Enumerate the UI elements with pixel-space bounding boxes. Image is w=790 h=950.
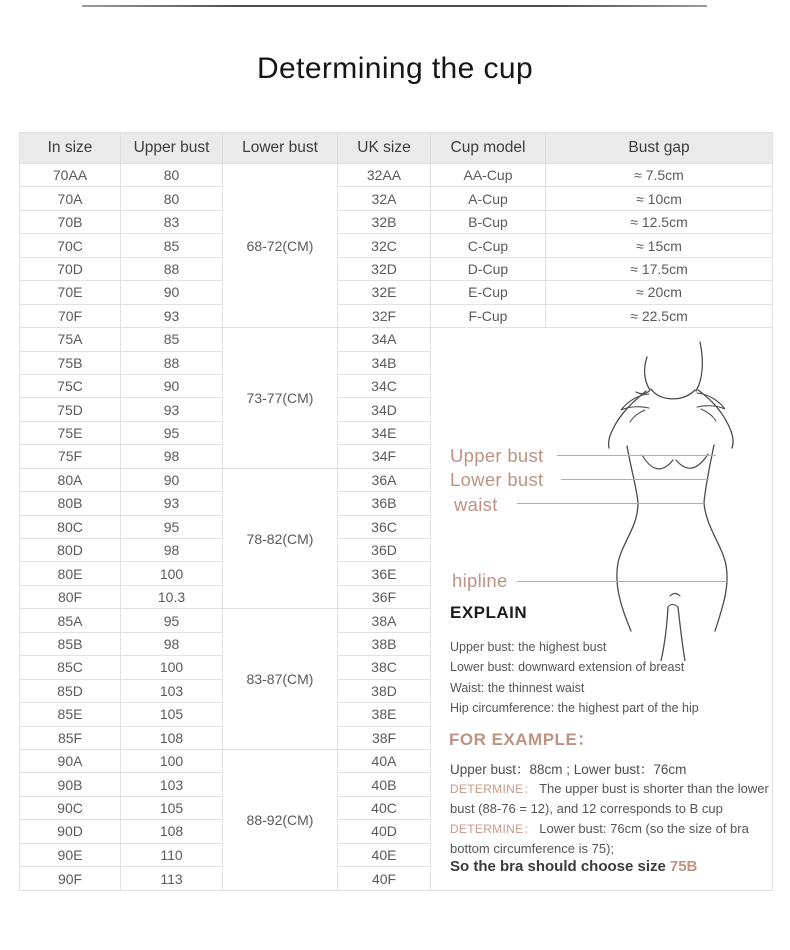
- cell-uk-size: 34B: [338, 351, 431, 374]
- cell-in-size: 70B: [20, 210, 121, 233]
- cell-uk-size: 34C: [338, 374, 431, 397]
- table-row: [20, 281, 773, 304]
- explain-line-upper-bust: Upper bust: the highest bust: [450, 640, 607, 654]
- cell-in-size: 90B: [20, 773, 121, 796]
- cell-in-size: 80D: [20, 539, 121, 562]
- cell-in-size: 80F: [20, 585, 121, 608]
- for-example-title: FOR EXAMPLE：: [449, 730, 595, 749]
- cell-bust-gap: ≈ 17.5cm: [546, 257, 773, 280]
- cell-bust-gap: ≈ 15cm: [546, 234, 773, 257]
- cell-cup-model: B-Cup: [431, 210, 546, 233]
- conclusion-line: [450, 858, 697, 875]
- cell-upper-bust: 95: [121, 609, 223, 632]
- cell-in-size: 85B: [20, 632, 121, 655]
- cell-lower-bust-range: 83-87(CM): [223, 609, 338, 750]
- cell-cup-model: D-Cup: [431, 257, 546, 280]
- explain-line-waist: Waist: the thinnest waist: [450, 680, 585, 695]
- cell-uk-size: 32C: [338, 234, 431, 257]
- cell-upper-bust: 108: [121, 726, 223, 749]
- explain-title: EXPLAIN: [450, 603, 528, 622]
- cell-uk-size: 38E: [338, 703, 431, 726]
- cell-uk-size: 32F: [338, 304, 431, 327]
- table-row: [20, 187, 773, 210]
- cell-upper-bust: 80: [121, 187, 223, 210]
- lower-bust-label: Lower bust: [450, 469, 544, 490]
- cell-uk-size: 38A: [338, 609, 431, 632]
- cell-in-size: 85A: [20, 609, 121, 632]
- cell-upper-bust: 88: [121, 257, 223, 280]
- cell-uk-size: 34E: [338, 421, 431, 444]
- size-table-header: [20, 133, 773, 164]
- cell-in-size: 85E: [20, 703, 121, 726]
- hipline-label: hipline: [452, 570, 508, 591]
- cell-upper-bust: 80: [121, 164, 223, 187]
- cell-upper-bust: 113: [121, 867, 223, 891]
- page-title: Determining the cup: [256, 52, 534, 85]
- cell-in-size: 70E: [20, 281, 121, 304]
- waist-label: waist: [454, 494, 498, 515]
- figure-area: [430, 331, 772, 888]
- cell-upper-bust: 93: [121, 492, 223, 515]
- cell-bust-gap: ≈ 10cm: [546, 187, 773, 210]
- cell-bust-gap: ≈ 22.5cm: [546, 304, 773, 327]
- table-row: [20, 210, 773, 233]
- cell-uk-size: 36B: [338, 492, 431, 515]
- cell-lower-bust-range: 73-77(CM): [223, 328, 338, 469]
- header-bust-gap: Bust gap: [546, 133, 773, 164]
- cell-uk-size: 32E: [338, 281, 431, 304]
- cell-upper-bust: 93: [121, 304, 223, 327]
- cell-upper-bust: 95: [121, 421, 223, 444]
- cell-upper-bust: 90: [121, 281, 223, 304]
- cell-upper-bust: 105: [121, 796, 223, 819]
- cell-upper-bust: 100: [121, 562, 223, 585]
- cell-uk-size: 36A: [338, 468, 431, 491]
- determine-label: DETERMINE：: [450, 782, 536, 796]
- cell-upper-bust: 85: [121, 234, 223, 257]
- cell-upper-bust: 98: [121, 445, 223, 468]
- header-upper-bust: Upper bust: [121, 133, 223, 164]
- cell-in-size: 80C: [20, 515, 121, 538]
- cell-in-size: 75D: [20, 398, 121, 421]
- cell-upper-bust: 95: [121, 515, 223, 538]
- cell-upper-bust: 98: [121, 632, 223, 655]
- cell-in-size: 85D: [20, 679, 121, 702]
- cell-in-size: 90C: [20, 796, 121, 819]
- header-uk-size: UK size: [338, 133, 431, 164]
- cell-uk-size: 36C: [338, 515, 431, 538]
- explain-lines: [450, 637, 699, 719]
- cell-upper-bust: 90: [121, 374, 223, 397]
- table-row: [20, 164, 773, 187]
- cell-uk-size: 40B: [338, 773, 431, 796]
- cell-upper-bust: 100: [121, 749, 223, 772]
- determine-paragraph-band: [450, 819, 750, 859]
- cell-bust-gap: ≈ 12.5cm: [546, 210, 773, 233]
- top-divider-line: [82, 5, 707, 7]
- lower-bust-guide-line: [561, 479, 709, 480]
- cell-cup-model: E-Cup: [431, 281, 546, 304]
- header-in-size: In size: [20, 133, 121, 164]
- cell-uk-size: 40D: [338, 820, 431, 843]
- cell-in-size: 70AA: [20, 164, 121, 187]
- cell-upper-bust: 110: [121, 843, 223, 866]
- cell-uk-size: 34F: [338, 445, 431, 468]
- cell-in-size: 70F: [20, 304, 121, 327]
- cell-in-size: 80B: [20, 492, 121, 515]
- recommended-size: 75B: [669, 858, 698, 875]
- table-row: [20, 304, 773, 327]
- cell-uk-size: 34A: [338, 328, 431, 351]
- determine-paragraph-cup: [450, 779, 782, 819]
- cell-upper-bust: 88: [121, 351, 223, 374]
- cell-uk-size: 36D: [338, 539, 431, 562]
- cell-in-size: 90D: [20, 820, 121, 843]
- cell-lower-bust-range: 88-92(CM): [223, 749, 338, 890]
- cell-in-size: 75A: [20, 328, 121, 351]
- cell-upper-bust: 108: [121, 820, 223, 843]
- cell-in-size: 90E: [20, 843, 121, 866]
- table-row: [20, 257, 773, 280]
- cell-uk-size: 40E: [338, 843, 431, 866]
- conclusion-text: So the bra should choose size: [450, 858, 666, 875]
- cell-uk-size: 38B: [338, 632, 431, 655]
- determine-label: DETERMINE：: [450, 822, 536, 836]
- upper-bust-label: Upper bust: [450, 445, 544, 466]
- cell-uk-size: 32D: [338, 257, 431, 280]
- cell-uk-size: 40C: [338, 796, 431, 819]
- cell-upper-bust: 103: [121, 773, 223, 796]
- cell-lower-bust-range: 68-72(CM): [223, 164, 338, 328]
- female-torso-sketch-illustration: [510, 331, 772, 661]
- cell-in-size: 75E: [20, 421, 121, 444]
- cell-uk-size: 32B: [338, 210, 431, 233]
- table-row: [20, 234, 773, 257]
- cell-uk-size: 38C: [338, 656, 431, 679]
- cell-in-size: 90A: [20, 749, 121, 772]
- explain-line-hip: Hip circumference: the highest part of the hip: [450, 701, 699, 716]
- cell-in-size: 90F: [20, 867, 121, 891]
- cell-cup-model: C-Cup: [431, 234, 546, 257]
- cell-uk-size: 40F: [338, 867, 431, 891]
- cell-uk-size: 38D: [338, 679, 431, 702]
- header-row: [20, 133, 773, 164]
- cell-upper-bust: 100: [121, 656, 223, 679]
- cell-in-size: 80E: [20, 562, 121, 585]
- cell-in-size: 75F: [20, 445, 121, 468]
- hipline-guide-line: [517, 581, 727, 582]
- cell-in-size: 70D: [20, 257, 121, 280]
- cell-uk-size: 36F: [338, 585, 431, 608]
- cell-cup-model: F-Cup: [431, 304, 546, 327]
- cell-cup-model: A-Cup: [431, 187, 546, 210]
- cell-uk-size: 36E: [338, 562, 431, 585]
- cell-bust-gap: ≈ 20cm: [546, 281, 773, 304]
- cell-in-size: 85C: [20, 656, 121, 679]
- cell-upper-bust: 85: [121, 328, 223, 351]
- cell-in-size: 75B: [20, 351, 121, 374]
- cell-uk-size: 40A: [338, 749, 431, 772]
- cell-bust-gap: ≈ 7.5cm: [546, 164, 773, 187]
- cell-uk-size: 38F: [338, 726, 431, 749]
- cell-cup-model: AA-Cup: [431, 164, 546, 187]
- cell-in-size: 75C: [20, 374, 121, 397]
- cell-in-size: 70C: [20, 234, 121, 257]
- example-measurements: Upper bust：88cm ; Lower bust：76cm: [450, 762, 687, 777]
- cell-lower-bust-range: 78-82(CM): [223, 468, 338, 609]
- cell-upper-bust: 10.3: [121, 585, 223, 608]
- determine-text-cup: The upper bust is shorter than the lower bust (88-76 = 12), and 12 corresponds to B cup: [450, 781, 769, 816]
- cell-in-size: 85F: [20, 726, 121, 749]
- cell-upper-bust: 105: [121, 703, 223, 726]
- cell-uk-size: 32AA: [338, 164, 431, 187]
- cell-uk-size: 32A: [338, 187, 431, 210]
- cell-in-size: 80A: [20, 468, 121, 491]
- cell-uk-size: 34D: [338, 398, 431, 421]
- header-cup-model: Cup model: [431, 133, 546, 164]
- determine-text-band: Lower bust: 76cm (so the size of bra bottom circumference is 75);: [450, 821, 749, 856]
- cell-upper-bust: 90: [121, 468, 223, 491]
- cell-upper-bust: 103: [121, 679, 223, 702]
- cell-upper-bust: 93: [121, 398, 223, 421]
- upper-bust-guide-line: [557, 455, 716, 456]
- cell-upper-bust: 98: [121, 539, 223, 562]
- waist-guide-line: [517, 503, 704, 504]
- explain-line-lower-bust: Lower bust: downward extension of breast: [450, 660, 685, 675]
- cell-upper-bust: 83: [121, 210, 223, 233]
- header-lower-bust: Lower bust: [223, 133, 338, 164]
- cell-in-size: 70A: [20, 187, 121, 210]
